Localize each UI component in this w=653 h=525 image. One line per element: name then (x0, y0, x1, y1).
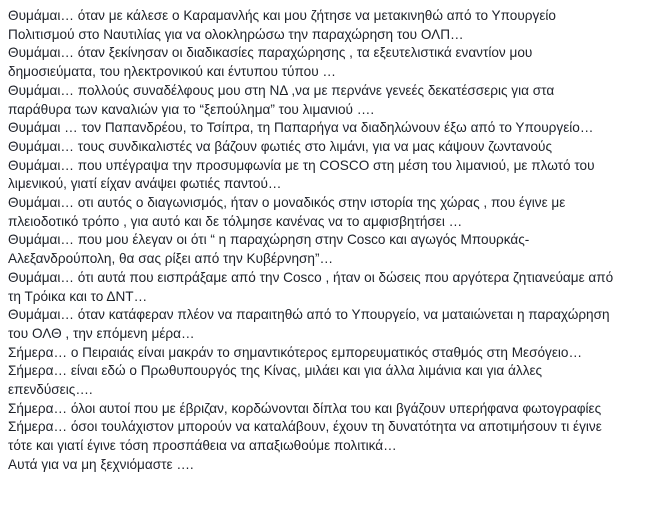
post-line: Θυμάμαι… όταν με κάλεσε ο Καραμανλής και μου ζήτησε να μετακινηθώ από το Υπουργείο (8, 8, 556, 23)
post-line: Θυμάμαι… οτι αυτός ο διαγωνισμός, ήταν ο μοναδικός στην ιστορία της χώρας , που έγινε με (8, 195, 566, 211)
post-line: Θυμάμαι… όταν κατάφεραν πλέον να παραιτηθώ από το Υπουργείο, να ματαιώνεται η παραχώρηση (8, 307, 610, 323)
post-line: Σήμερα… όσοι τουλάχιστον μπορούν να καταλάβουν, έχουν τη δυνατότητα να αποτιμήσουν τι έγινε (8, 419, 602, 435)
post-line: παράθυρα των καναλιών για το “ξεπούλημα” του λιμανιού …. (8, 101, 375, 117)
post-line: Θυμάμαι … τον Παπανδρέου, το Τσίπρα, τη Παπαρήγα να διαδηλώνουν έξω από το Υπουργείο… (8, 120, 594, 136)
post-line: Σήμερα… είναι εδώ ο Πρωθυπουργός της Κίνας, μιλάει και για άλλα λιμάνια και για άλλες (8, 363, 543, 379)
post-line: Θυμάμαι… που μου έλεγαν οι ότι “ η παραχώρηση στην Cosco και αγωγός Μπουρκάς- (8, 232, 530, 248)
post-line: δημοσιεύματα, του ηλεκτρονικού και έντυπου τύπου … (8, 64, 337, 80)
post-line: του ΟΛΘ , την επόμενη μέρα… (8, 325, 195, 341)
post-line: Θυμάμαι… όταν ξεκίνησαν οι διαδικασίες παραχώρησης , τα εξευτελιστικά εναντίον μου (8, 45, 533, 61)
post-line: Θυμάμαι… τους συνδικαλιστές να βάζουν φωτιές στο λιμάνι, για να μας κάψουν ζωντανούς (8, 138, 553, 154)
post-line: Σήμερα… όλοι αυτοί που με έβριζαν, κορδώνονται δίπλα του και βγάζουν υπερήφανα φωτογραφίες (8, 400, 602, 416)
post-line: Αυτά για να μη ξεχνιόμαστε …. (8, 456, 194, 472)
post-line: Πολιτισμού στο Ναυτιλίας για να ολοκληρώσω την παραχώρηση του ΟΛΠ… (8, 26, 464, 42)
post-line: λιμενικού, γιατί είχαν ανάψει φωτιές παντού… (8, 176, 282, 192)
post-line: Θυμάμαι… πολλούς συναδέλφους μου στη ΝΔ ,να με περνάνε γενεές δεκατέσσερις για στα (8, 82, 555, 98)
post-line: Θυμάμαι… που υπέγραψα την προσυμφωνία με τη COSCO στη μέση του λιμανιού, με πλωτό του (8, 157, 595, 173)
post-line: Θυμάμαι… ότι αυτά που εισπράξαμε από την Cosco , ήταν οι δώσεις που αργότερα ζητιανεύαμε από (8, 269, 614, 285)
post-line: τότε και γιατί έγινε τόση προσπάθεια να απαξιωθούμε πολιτικά… (8, 438, 397, 454)
post-body-text (8, 7, 651, 475)
post-line: τη Τρόικα και το ΔΝΤ… (8, 288, 148, 304)
post-line: Σήμερα… ο Πειραιάς είναι μακράν το σημαντικότερος εμπορευματικός σταθμός στη Μεσόγειο… (8, 344, 583, 360)
post-line: πλειοδοτικό τρόπο , για αυτό και δε τόλμησε κανένας να το αμφισβητήσει … (8, 213, 463, 229)
post-line: Αλεξανδρούπολη, θα σας ρίξει από την Κυβέρνηση”… (8, 251, 334, 267)
post-line: επενδύσεις…. (8, 382, 93, 398)
